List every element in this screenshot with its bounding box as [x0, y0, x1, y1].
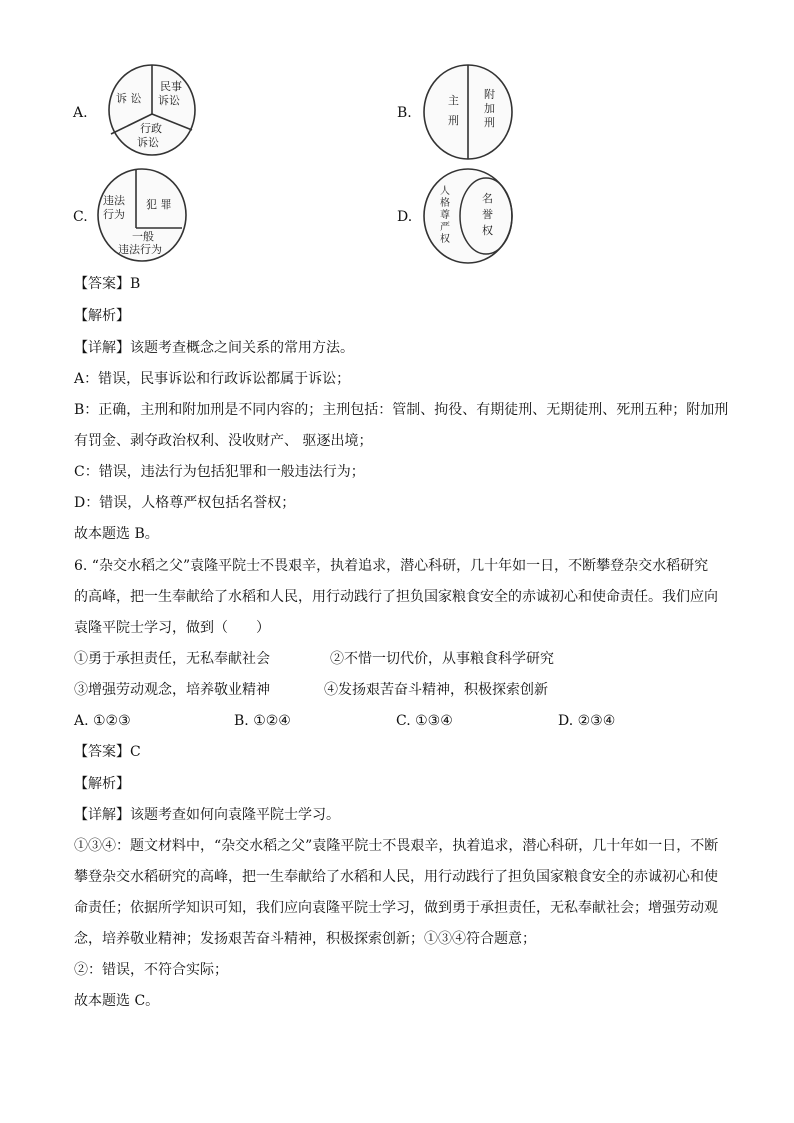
label-d-3: 尊 [440, 210, 450, 221]
label-d-4: 严 [440, 222, 450, 233]
q6-choice-b: B. ①②④ [234, 713, 291, 729]
q5-detail-line: 故本题选 B。 [74, 526, 159, 542]
label-d-5: 权 [440, 234, 450, 245]
q6-statement-row [74, 649, 734, 669]
option-a-letter: A. [73, 105, 88, 121]
option-d-letter: D. [397, 209, 413, 225]
q5-detail-line: C：错误，违法行为包括犯罪和一般违法行为； [74, 464, 365, 480]
label-d-8: 权 [482, 224, 493, 237]
diagram-row-cd [0, 166, 794, 266]
q6-choice-d: D. ②③④ [558, 713, 616, 729]
label-a-4: 行政 [140, 122, 162, 135]
option-c-letter: C. [73, 209, 88, 225]
q6-choice-a: A. ①②③ [74, 713, 131, 729]
q6-answer: 【答案】C [74, 744, 141, 760]
q6-statement-row [74, 680, 734, 700]
option-b-circle [420, 62, 516, 162]
q5-detail-line: 【详解】该题考查概念之间关系的常用方法。 [74, 340, 354, 356]
label-d-1: 人 [440, 186, 450, 197]
q6-stem-line: 6. “杂交水稻之父”袁隆平院士不畏艰辛，执着追求，潜心科研，几十年如一日，不断攀登杂交水稻研究 [74, 558, 709, 574]
label-b-1: 主 [448, 94, 459, 107]
q6-detail-line: 故本题选 C。 [74, 993, 160, 1009]
q6-detail-line: 【详解】该题考查如何向袁隆平院士学习。 [74, 807, 340, 823]
option-a-circle [106, 62, 198, 158]
q6-stem-line: 的高峰，把一生奉献给了水稻和人民，用行动践行了担负国家粮食安全的赤诚初心和使命责任。我们应向 [74, 589, 718, 605]
q6-analysis-label: 【解析】 [74, 776, 130, 792]
q5-detail-line: D：错误，人格尊严权包括名誉权； [74, 495, 296, 511]
label-c-1: 违法 [103, 194, 125, 207]
label-b-4: 加 [484, 102, 495, 115]
q6-detail-line: ②：错误，不符合实际； [74, 962, 228, 978]
option-c-diagram [94, 166, 190, 268]
q6-statement: ④发扬艰苦奋斗精神，积极探索创新 [324, 682, 548, 698]
option-d-diagram [420, 166, 516, 270]
q6-detail-line: 念，培养敬业精神；发扬艰苦奋斗精神，积极探索创新；①③④符合题意； [74, 931, 536, 947]
q5-analysis-label: 【解析】 [74, 308, 130, 324]
option-b-letter: B. [397, 105, 412, 121]
label-c-5: 违法行为 [118, 243, 162, 256]
q5-detail-line: A：错误，民事诉讼和行政诉讼都属于诉讼； [74, 371, 351, 387]
q5-detail-line: 有罚金、剥夺政治权利、没收财产、 驱逐出境； [74, 433, 373, 449]
label-c-3: 犯 罪 [146, 198, 172, 211]
label-d-6: 名 [482, 192, 493, 205]
label-b-5: 刑 [484, 116, 495, 129]
q6-stem-line: 袁隆平院士学习，做到（ ） [74, 620, 270, 636]
q6-statement: ③增强劳动观念，培养敬业精神 [74, 682, 270, 698]
q6-detail-line: 命责任；依据所学知识可知，我们应向袁隆平院士学习，做到勇于承担责任，无私奉献社会；增强劳动观 [74, 900, 718, 916]
label-c-4: 一般 [132, 230, 154, 243]
label-a-1: 诉 讼 [116, 92, 142, 105]
option-c-circle [94, 166, 190, 264]
q6-choices-row [74, 711, 734, 731]
q6-statement: ②不惜一切代价，从事粮食科学研究 [330, 651, 554, 667]
q5-answer: 【答案】B [74, 276, 141, 292]
option-b-diagram [420, 62, 516, 166]
q6-detail-line: 攀登杂交水稻研究的高峰，把一生奉献给了水稻和人民，用行动践行了担负国家粮食安全的赤诚初心和使 [74, 869, 718, 885]
label-d-7: 誉 [482, 208, 493, 221]
diagram-row-ab [0, 62, 794, 162]
option-d-circle [420, 166, 516, 266]
label-a-3: 诉讼 [158, 94, 180, 107]
label-b-3: 附 [484, 88, 495, 101]
label-b-2: 刑 [448, 114, 459, 127]
q6-choice-c: C. ①③④ [396, 713, 453, 729]
q6-detail-line: ①③④：题文材料中，“杂交水稻之父”袁隆平院士不畏艰辛，执着追求，潜心科研，几十年如一日，不断 [74, 838, 719, 854]
option-a-diagram [106, 62, 198, 162]
label-d-2: 格 [440, 198, 450, 209]
label-c-2: 行为 [103, 208, 125, 221]
label-a-2: 民事 [160, 80, 182, 93]
q6-statement: ①勇于承担责任，无私奉献社会 [74, 651, 270, 667]
q5-detail-line: B：正确，主刑和附加刑是不同内容的；主刑包括：管制、拘役、有期徒刑、无期徒刑、死刑五种；附加刑 [74, 402, 729, 418]
label-a-5: 诉讼 [137, 136, 159, 149]
